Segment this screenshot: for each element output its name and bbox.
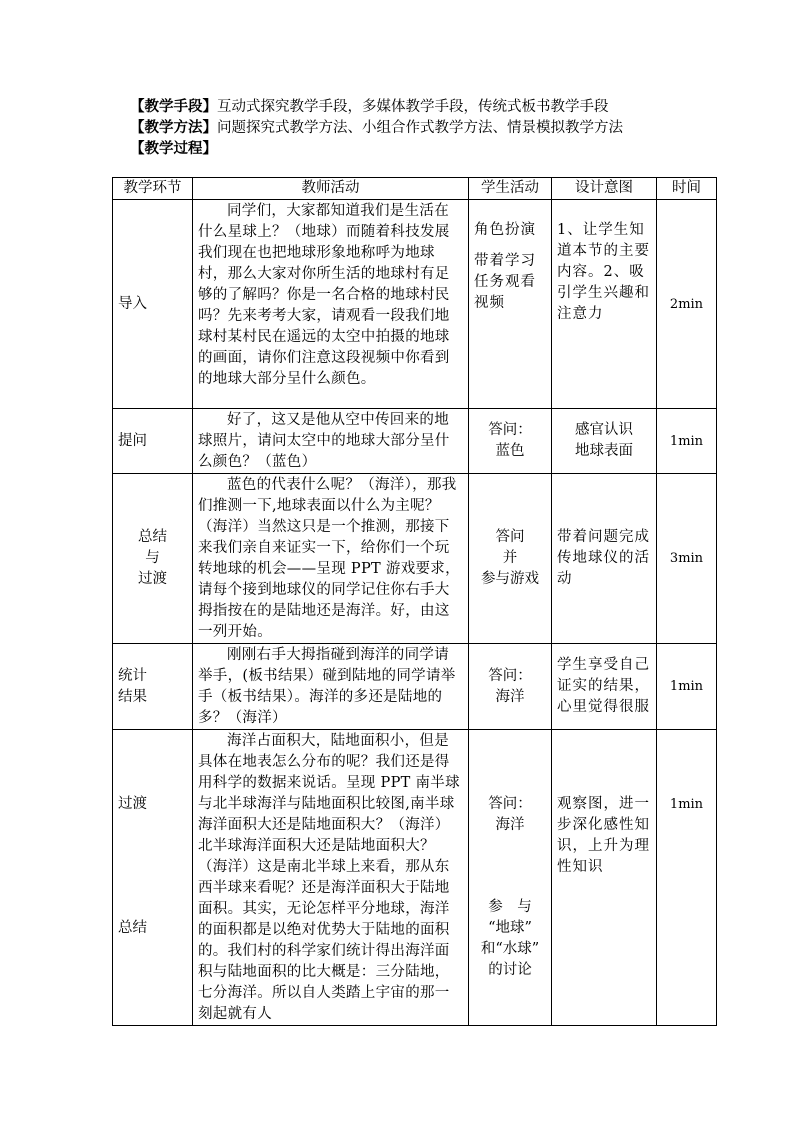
table-row: [113, 644, 717, 730]
stage-line: 过渡: [118, 796, 147, 812]
teaching-process-label: 【教学过程】: [130, 140, 217, 157]
student-activity-line: 的讨论: [488, 962, 532, 978]
student-activity-line: 答问：: [488, 667, 532, 684]
student-activity-line: 海洋: [495, 688, 525, 705]
teaching-method-line: [130, 118, 623, 138]
stage-line: 结果: [118, 688, 147, 705]
table-row: [113, 409, 717, 474]
column-header-intent: 设计意图: [552, 178, 657, 200]
lesson-plan-table: [112, 177, 717, 1026]
time-cell: 1min: [657, 730, 717, 1026]
teacher-activity-cell: 蓝色的代表什么呢？（海洋），那我们推测一下,地球表面以什么为主呢？（海洋）当然这只是一个推测，那接下来我们亲自来证实一下，给你们一个玩转地球的机会——呈现 PPT 游戏要求，请每个接到地球仪的同学记住你右手大拇指按在的是陆地还是海洋。好，由这一列开始。: [193, 474, 469, 644]
student-activity-cell: [469, 644, 552, 730]
table-row: [113, 730, 717, 1026]
time-cell: 1min: [657, 644, 717, 730]
student-activity-line: 蓝色: [495, 443, 525, 459]
student-activity-cell: [469, 730, 552, 1026]
student-activity-line: 海洋: [495, 817, 525, 833]
stage-line: 过渡: [138, 571, 167, 587]
student-activity-line: 角色扮演: [474, 222, 536, 238]
stage-line: 总结: [138, 529, 167, 545]
stage-line: 总结: [118, 920, 147, 936]
teacher-activity-cell: 刚刚右手大拇指碰到海洋的同学请举手，(板书结果）碰到陆地的同学请举手（板书结果）。海洋的多还是陆地的多？（海洋）: [193, 644, 469, 730]
stage-cell: [113, 474, 193, 644]
table-header-row: [113, 178, 717, 200]
student-activity-line: 参与游戏: [481, 571, 539, 587]
stage-line: 统计: [118, 667, 147, 684]
time-cell: 3min: [657, 474, 717, 644]
student-activity-line: 参 与: [488, 899, 532, 915]
design-intent-line: 感官认识: [575, 422, 633, 438]
teacher-activity-cell: 同学们，大家都知道我们是生活在什么星球上？（地球）而随着科技发展我们现在也把地球形象地称呼为地球村，那么大家对你所生活的地球村有足够的了解吗？你是一名合格的地球村民吗？先来考考大家，请观看一段我们地球村某村民在遥远的太空中拍摄的地球的画面，请你们注意这段视频中你看到的地球大部分呈什么颜色。: [193, 200, 469, 409]
teaching-method-label: 【教学方法】: [130, 119, 217, 136]
time-cell: 1min: [657, 409, 717, 474]
table-row: [113, 474, 717, 644]
design-intent-cell: 学生享受自己证实的结果，心里觉得很服: [552, 644, 657, 730]
design-intent-cell: [552, 409, 657, 474]
design-intent-cell: 带着问题完成传地球仪的活动: [552, 474, 657, 644]
design-intent-line: 地球表面: [575, 443, 633, 459]
student-activity-cell: [469, 200, 552, 409]
stage-cell: [113, 644, 193, 730]
student-activity-line: 答问: [495, 529, 525, 545]
student-activity-cell: [469, 409, 552, 474]
student-activity-line: 并: [502, 550, 518, 566]
column-header-time: 时间: [657, 178, 717, 200]
column-header-stage: 教学环节: [113, 178, 193, 200]
stage-text: 导入: [118, 295, 147, 312]
teaching-means-line: [130, 97, 609, 117]
teaching-process-line: [130, 139, 217, 159]
student-activity-line: “地球”: [488, 920, 532, 936]
student-activity-line: 带着学习任务观看视频: [474, 253, 536, 311]
design-intent-cell: 1、让学生知道本节的主要内容。2、吸引学生兴趣和注意力: [552, 200, 657, 409]
teacher-activity-cell: 海洋占面积大，陆地面积小，但是具体在地表怎么分布的呢？我们还是得用科学的数据来说话。呈现 PPT 南半球与北半球海洋与陆地面积比较图,南半球海洋面积大还是陆地面积大？（海洋）北半球海洋面积大还是陆地面积大？（海洋）这是南北半球上来看，那从东西半球来看呢？还是海洋面积大于陆地面积。其实，无论怎样平分地球，海洋的面积都是以绝对优势大于陆地的面积的。我们村的科学家们统计得出海洋面积与陆地面积的比大概是：三分陆地，七分海洋。所以自人类踏上宇宙的那一刻起就有人: [193, 730, 469, 1026]
stage-cell: 提问: [113, 409, 193, 474]
teaching-method-text: 问题探究式教学方法、小组合作式教学方法、情景模拟教学方法: [217, 120, 623, 136]
table-row: [113, 200, 717, 409]
student-activity-line: 答问：: [488, 796, 532, 812]
column-header-student: 学生活动: [469, 178, 552, 200]
design-intent-cell: 观察图，进一步深化感性知识，上升为理性知识: [552, 730, 657, 1026]
stage-cell: [113, 200, 193, 409]
stage-line: 与: [145, 550, 160, 566]
column-header-teacher: 教师活动: [193, 178, 469, 200]
teaching-means-text: 互动式探究教学手段，多媒体教学手段，传统式板书教学手段: [217, 99, 609, 115]
student-activity-cell: [469, 474, 552, 644]
student-activity-line: 和“水球”: [480, 941, 540, 957]
student-activity-line: 答问：: [488, 422, 532, 438]
teaching-means-label: 【教学手段】: [130, 98, 217, 115]
stage-cell: [113, 730, 193, 1026]
teacher-activity-cell: 好了，这又是他从空中传回来的地球照片，请问太空中的地球大部分呈什么颜色？（蓝色）: [193, 409, 469, 474]
time-cell: 2min: [657, 200, 717, 409]
